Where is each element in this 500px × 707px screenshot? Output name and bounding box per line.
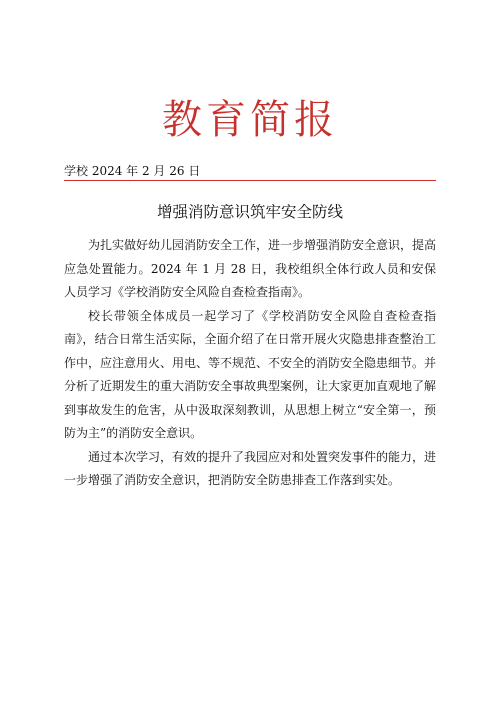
article-title: 增强消防意识筑牢安全防线 <box>156 203 343 221</box>
masthead-title: 教育简报 <box>162 97 338 143</box>
issue-date: 学校 2024 年 2 月 26 日 <box>64 164 201 178</box>
article-body <box>64 234 436 493</box>
article-paragraph: 校长带领全体成员一起学习了《学校消防安全风险自查检查指南》，结合日常生活实际，全面介绍了在日常开展火灾隐患排查整治工作中，应注意用火、用电、等不规范、不安全的消防安全隐患细节。并分析了近期发生的重大消防安全事故典型案例，让大家更加直观地了解到事故发生的危害，从中汲取深刻教训，从思想上树立“安全第一，预防为主”的消防安全意识。 <box>64 308 437 440</box>
article-paragraph: 通过本次学习，有效的提升了我园应对和处置突发事件的能力，进一步增强了消防安全意识，把消防安全防患排查工作落到实处。 <box>64 449 437 487</box>
article-paragraph: 为扎实做好幼儿园消防安全工作，进一步增强消防安全意识，提高应急处置能力。2024 年 1 月 28 日，我校组织全体行政人员和安保人员学习《学校消防安全风险自查检查指南》。 <box>64 238 437 299</box>
masthead-divider <box>64 180 436 181</box>
